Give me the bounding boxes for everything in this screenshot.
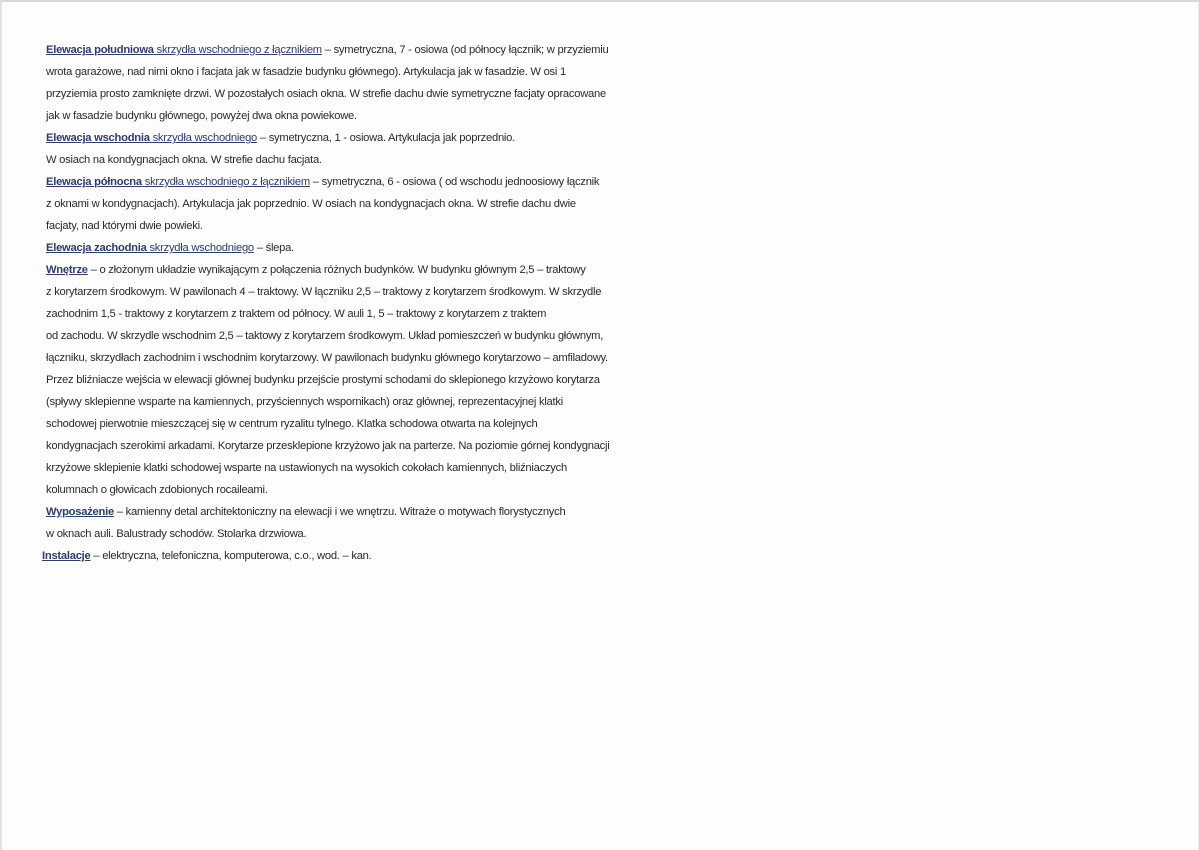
- interior-line-3: zachodnim 1,5 - traktowy z korytarzem z traktem od północy. W auli 1, 5 – traktowy z korytarzem z traktem: [46, 308, 547, 320]
- equipment-heading: Wyposażenie: [46, 506, 114, 518]
- elev-north-line-2: z oknami w kondygnacjach). Artykulacja jak poprzednio. W osiach na kondygnacjach okna. W strefie dachu dwie: [46, 198, 576, 210]
- elev-east-line-1: Elewacja wschodnia skrzydła wschodniego – symetryczna, 1 - osiowa. Artykulacja jak poprzednio.: [46, 132, 515, 144]
- interior-heading: Wnętrze: [46, 264, 88, 276]
- elev-north-line-1: Elewacja północna skrzydła wschodniego z łącznikiem – symetryczna, 6 - osiowa ( od wschodu jednoosiowy łącznik: [46, 176, 600, 188]
- interior-line-10: krzyżowe sklepienie klatki schodowej wsparte na ustawionych na wysokich cokołach kamiennych, bliźniaczych: [46, 462, 567, 474]
- elev-east-heading: Elewacja wschodnia skrzydła wschodniego: [46, 132, 258, 144]
- interior-line-6: Przez bliźniacze wejścia w elewacji głównej budynku przejście prostymi schodami do sklepionego krzyżowo korytarza: [46, 374, 600, 386]
- installations-heading: Instalacje: [42, 550, 91, 562]
- elev-south-line-4: jak w fasadzie budynku głównego, powyżej dwa okna powiekowe.: [46, 110, 357, 122]
- installations-line-1: Instalacje – elektryczna, telefoniczna, komputerowa, c.o., wod. – kan.: [42, 550, 372, 562]
- elev-west-line-1: Elewacja zachodnia skrzydła wschodniego – ślepa.: [46, 242, 294, 254]
- interior-line-9: kondygnacjach szerokimi arkadami. Korytarze przesklepione krzyżowo jak na parterze. Na poziomie górnej kondygnacji: [46, 440, 610, 452]
- equipment-line-2: w oknach auli. Balustrady schodów. Stolarka drzwiowa.: [46, 528, 307, 540]
- elev-north-line-3: facjaty, nad którymi dwie powieki.: [46, 220, 203, 232]
- interior-line-7: (spływy sklepienne wsparte na kamiennych, przyściennych wspornikach) oraz głównej, reprezentacyjnej klatki: [46, 396, 563, 408]
- elev-south-line-3: przyziemia prosto zamknięte drzwi. W pozostałych osiach okna. W strefie dachu dwie symetryczne facjaty opracowane: [46, 88, 606, 100]
- interior-line-11: kolumnach o głowicach zdobionych rocaileami.: [46, 484, 268, 496]
- elev-north-heading: Elewacja północna skrzydła wschodniego z łącznikiem: [46, 176, 310, 188]
- interior-line-2: z korytarzem środkowym. W pawilonach 4 – traktowy. W łączniku 2,5 – traktowy z korytarzem środkowym. W skrzydle: [46, 286, 602, 298]
- interior-line-8: schodowej pierwotnie mieszczącej się w centrum ryzalitu tylnego. Klatka schodowa otwarta na kolejnych: [46, 418, 538, 430]
- interior-line-4: od zachodu. W skrzydle wschodnim 2,5 – taktowy z korytarzem środkowym. Układ pomieszczeń w budynku głównym,: [46, 330, 604, 342]
- elev-south-line-2: wrota garażowe, nad nimi okno i facjata jak w fasadzie budynku głównego). Artykulacja jak w fasadzie. W osi 1: [46, 66, 566, 78]
- equipment-line-1: Wyposażenie – kamienny detal architektoniczny na elewacji i we wnętrzu. Witraże o motywach florystycznych: [46, 506, 566, 518]
- interior-line-1: Wnętrze – o złożonym układzie wynikającym z połączenia różnych budynków. W budynku głównym 2,5 – traktowy: [46, 264, 586, 276]
- elev-west-heading: Elewacja zachodnia skrzydła wschodniego: [46, 242, 254, 254]
- elev-south-line-1: Elewacja południowa skrzydła wschodniego z łącznikiem – symetryczna, 7 - osiowa (od północy łącznik; w przyziemiu: [46, 44, 609, 56]
- interior-line-5: łączniku, skrzydłach zachodnim i wschodnim korytarzowy. W pawilonach budynku głównego korytarzowo – amfiladowy.: [46, 352, 608, 364]
- elev-south-heading: Elewacja południowa skrzydła wschodniego z łącznikiem: [46, 44, 322, 56]
- elev-east-line-2: W osiach na kondygnacjach okna. W strefie dachu facjata.: [46, 154, 322, 166]
